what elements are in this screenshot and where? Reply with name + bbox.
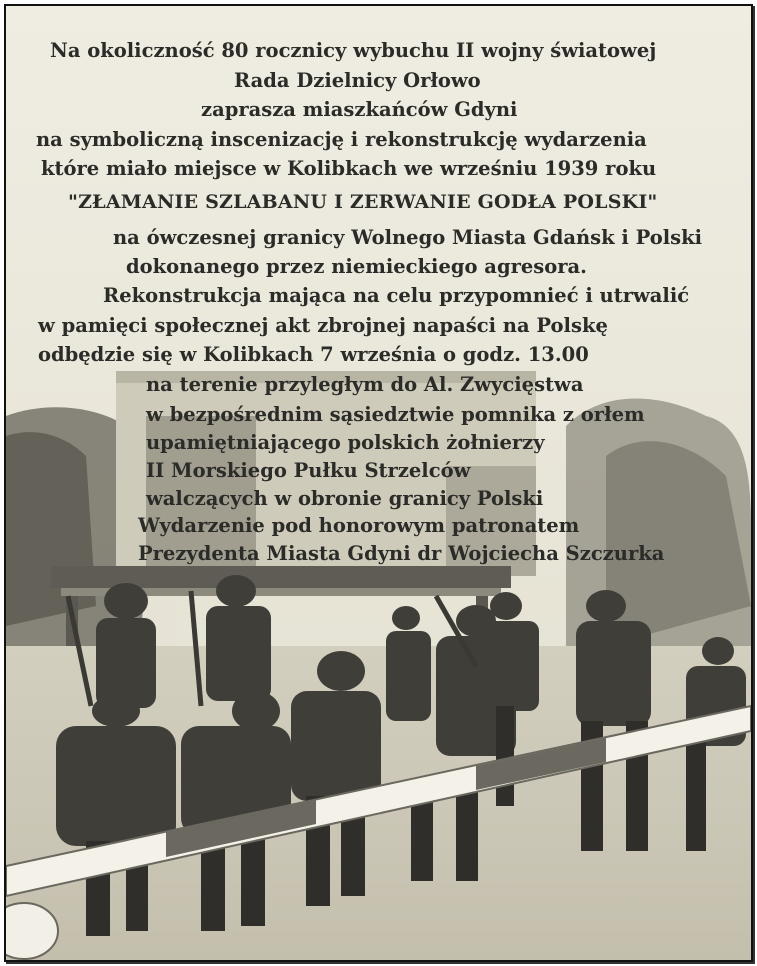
text-line-12: na terenie przyległym do Al. Zwycięstwa [146, 373, 584, 396]
text-line-5: które miało miejsce w Kolibkach we wrześniu 1939 roku [41, 157, 657, 180]
text-line-17: Wydarzenie pod honorowym patronatem [138, 514, 580, 537]
text-line-7: na ówczesnej granicy Wolnego Miasta Gdańsk i Polski [113, 226, 703, 249]
event-date-time: odbędzie się w Kolibkach 7 września o godz. 13.00 [38, 343, 589, 366]
text-line-14: upamiętniającego polskich żołnierzy [146, 431, 545, 454]
text-line-10: w pamięci społecznej akt zbrojnej napaści na Polskę [38, 314, 608, 337]
poster-frame [4, 4, 753, 962]
text-line-16: walczących w obronie granicy Polski [146, 487, 544, 510]
text-line-1: Na okoliczność 80 rocznicy wybuchu II wojny światowej [50, 39, 657, 62]
text-line-2: Rada Dzielnicy Orłowo [234, 69, 481, 92]
text-line-4: na symboliczną inscenizację i rekonstrukcję wydarzenia [36, 128, 647, 151]
text-line-13: w bezpośrednim sąsiedztwie pomnika z orłem [146, 403, 645, 426]
text-line-8: dokonanego przez niemieckiego agresora. [126, 255, 587, 278]
text-line-9: Rekonstrukcja mająca na celu przypomnieć i utrwalić [103, 284, 690, 307]
event-headline: "ZŁAMANIE SZLABANU I ZERWANIE GODŁA POLSKI" [68, 191, 658, 213]
text-line-18: Prezydenta Miasta Gdyni dr Wojciecha Szczurka [138, 542, 665, 565]
text-line-15: II Morskiego Pułku Strzelców [146, 459, 471, 482]
text-line-3: zaprasza miaszkańców Gdyni [201, 98, 518, 121]
